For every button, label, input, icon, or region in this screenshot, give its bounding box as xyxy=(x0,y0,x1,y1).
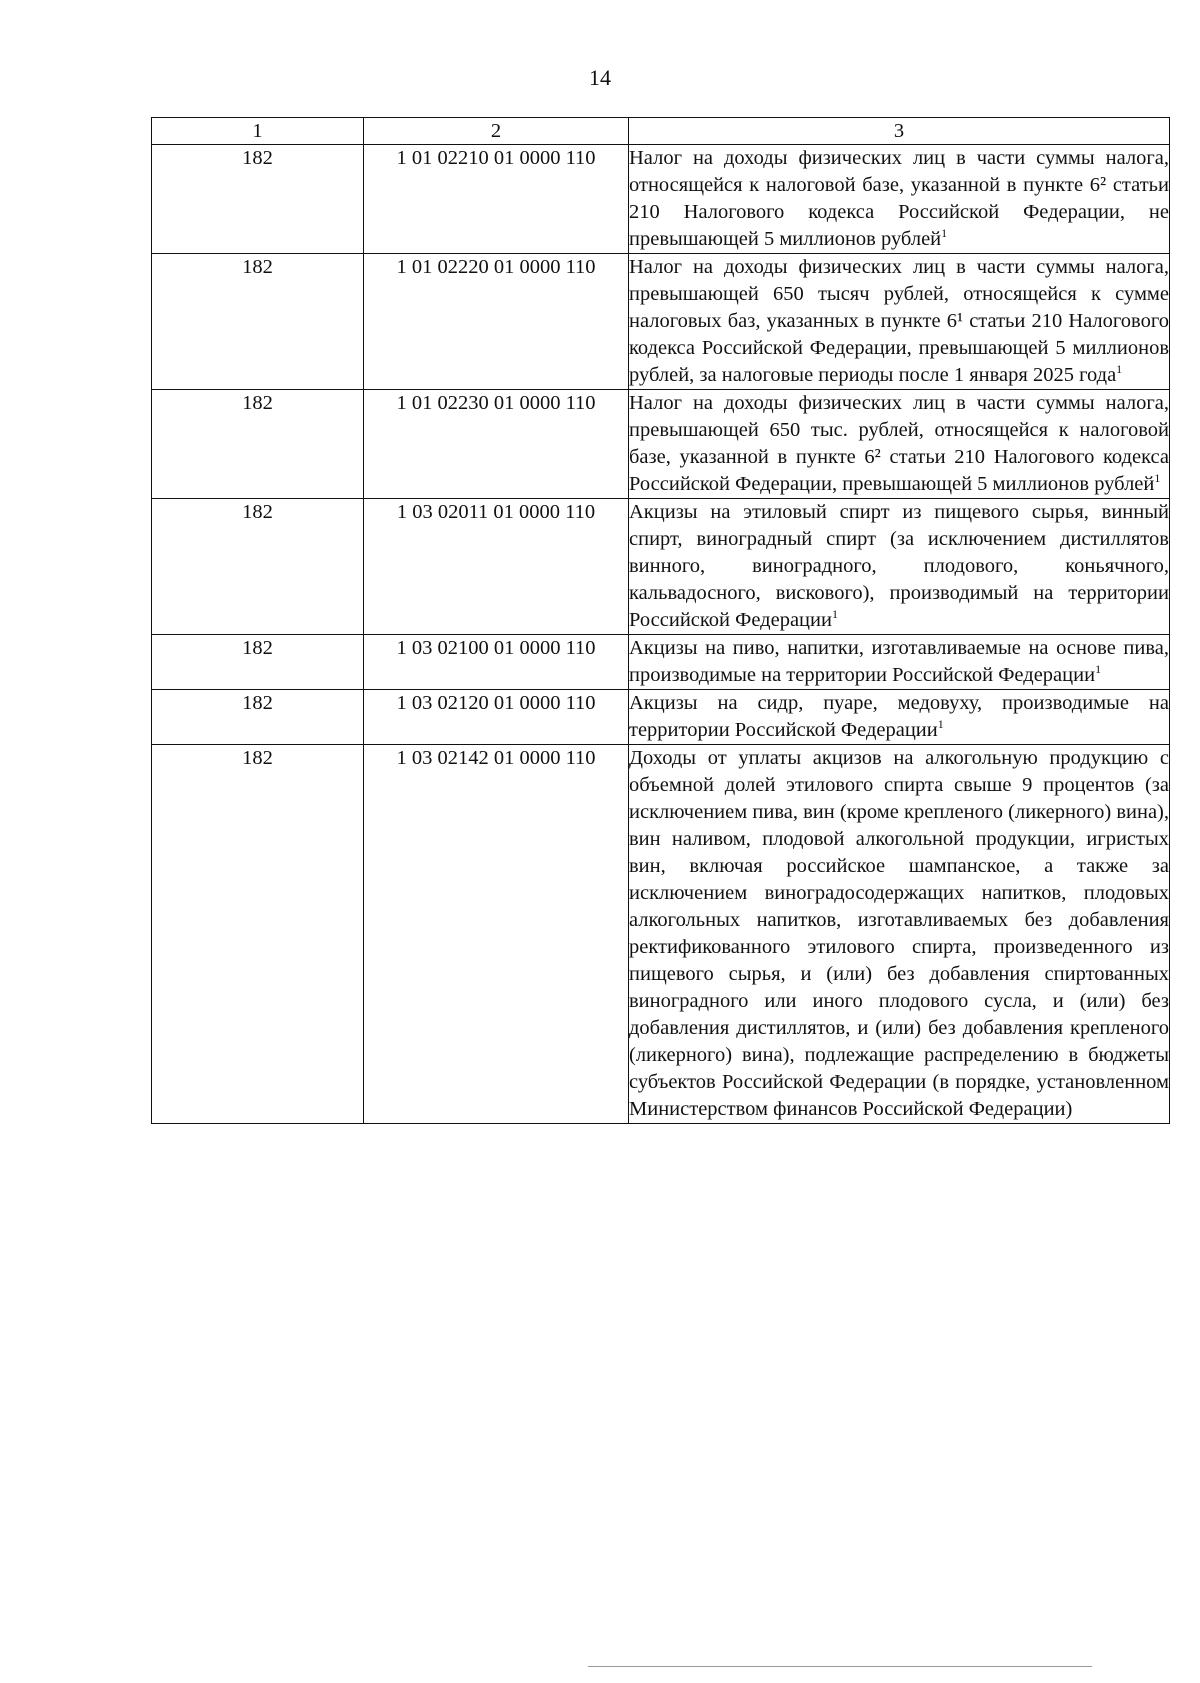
footnote-mark: 1 xyxy=(937,717,944,731)
bk-code-cell: 1 03 02100 01 0000 110 xyxy=(364,635,629,690)
bk-code-cell: 1 03 02011 01 0000 110 xyxy=(364,499,629,635)
income-name-cell xyxy=(629,390,1170,499)
table-row xyxy=(152,390,1170,499)
income-name-text: Налог на доходы физических лиц в части суммы налога, превышающей 650 тыс. рублей, относящейся к налоговой базе, указанной в пункте 6² статьи 210 Налогового кодекса Российской Федерации, превышающей 5 миллионов рублей xyxy=(629,392,1169,495)
column-header-3: 3 xyxy=(629,118,1170,145)
admin-code-cell: 182 xyxy=(152,690,364,745)
budget-codes-table xyxy=(151,117,1170,1124)
income-name-text: Акцизы на этиловый спирт из пищевого сырья, винный спирт, виноградный спирт (за исключением дистиллятов винного, виноградного, плодового, коньячного, кальвадосного, вискового), производимый на территории Российской Федерации xyxy=(629,501,1169,631)
income-name-text: Акцизы на сидр, пуаре, медовуху, производимые на территории Российской Федерации xyxy=(629,692,1169,741)
admin-code-cell: 182 xyxy=(152,635,364,690)
column-header-2: 2 xyxy=(364,118,629,145)
footnote-mark: 1 xyxy=(941,226,948,240)
bk-code-cell: 1 03 02120 01 0000 110 xyxy=(364,690,629,745)
income-name-cell xyxy=(629,145,1170,254)
footnote-mark: 1 xyxy=(1116,362,1123,376)
table-row xyxy=(152,635,1170,690)
income-name-cell xyxy=(629,745,1170,1124)
income-name-cell xyxy=(629,254,1170,390)
admin-code-cell: 182 xyxy=(152,499,364,635)
table-row xyxy=(152,690,1170,745)
income-name-cell xyxy=(629,635,1170,690)
admin-code-cell: 182 xyxy=(152,145,364,254)
bk-code-cell: 1 03 02142 01 0000 110 xyxy=(364,745,629,1124)
footnote-mark: 1 xyxy=(1095,662,1102,676)
footnote-mark: 1 xyxy=(1154,471,1161,485)
table-row xyxy=(152,745,1170,1124)
page-number: 14 xyxy=(589,65,611,90)
bk-code-cell: 1 01 02230 01 0000 110 xyxy=(364,390,629,499)
table-row xyxy=(152,254,1170,390)
bk-code-cell: 1 01 02220 01 0000 110 xyxy=(364,254,629,390)
table-body xyxy=(152,145,1170,1124)
admin-code-cell: 182 xyxy=(152,254,364,390)
table-row xyxy=(152,145,1170,254)
table-row xyxy=(152,499,1170,635)
table-header-row xyxy=(152,118,1170,145)
income-name-text: Налог на доходы физических лиц в части суммы налога, относящейся к налоговой базе, указанной в пункте 6² статьи 210 Налогового кодекса Российской Федерации, не превышающей 5 миллионов рублей xyxy=(629,147,1169,250)
income-name-text: Акцизы на пиво, напитки, изготавливаемые на основе пива, производимые на территории Российской Федерации xyxy=(629,637,1169,686)
scan-edge-line xyxy=(588,1666,1092,1667)
column-header-1: 1 xyxy=(152,118,364,145)
bk-code-cell: 1 01 02210 01 0000 110 xyxy=(364,145,629,254)
admin-code-cell: 182 xyxy=(152,745,364,1124)
footnote-mark: 1 xyxy=(831,607,838,621)
income-name-cell xyxy=(629,499,1170,635)
income-name-text: Доходы от уплаты акцизов на алкогольную продукцию с объемной долей этилового спирта свыше 9 процентов (за исключением пива, вин (кроме крепленого (ликерного) вина), вин наливом, плодовой алкогольной продукции, игристых вин, включая российское шампанское, а также за исключением виноградосодержащих напитков, плодовых алкогольных напитков, изготавливаемых без добавления ректификованного этилового спирта, произведенного из пищевого сырья, и (или) без добавления спиртованных виноградного или иного плодового сусла, и (или) без добавления дистиллятов, и (или) без добавления крепленого (ликерного) вина), подлежащие распределению в бюджеты субъектов Российской Федерации (в порядке, установленном Министерством финансов Российской Федерации) xyxy=(629,747,1169,1120)
income-name-text: Налог на доходы физических лиц в части суммы налога, превышающей 650 тысяч рублей, относящейся к сумме налоговых баз, указанных в пункте 6¹ статьи 210 Налогового кодекса Российской Федерации, превышающей 5 миллионов рублей, за налоговые периоды после 1 января 2025 года xyxy=(629,256,1169,386)
admin-code-cell: 182 xyxy=(152,390,364,499)
income-name-cell xyxy=(629,690,1170,745)
